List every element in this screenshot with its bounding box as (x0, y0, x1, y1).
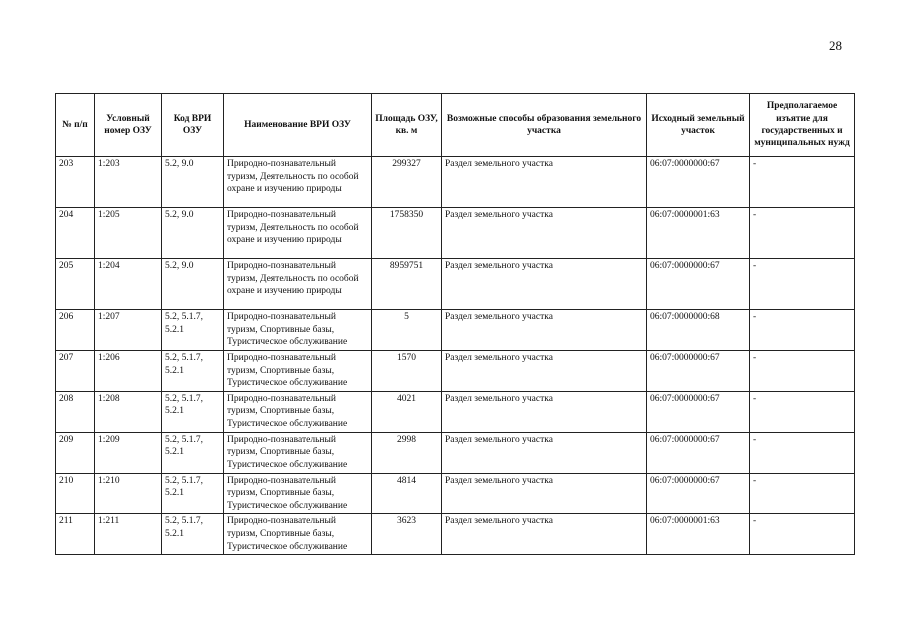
cell-conditional-number: 1:210 (95, 473, 162, 514)
cell-source-plot: 06:07:0000000:67 (647, 350, 750, 391)
header-number: № п/п (56, 94, 95, 157)
table-row (56, 208, 855, 259)
table-row (56, 473, 855, 514)
table-row (56, 391, 855, 432)
cell-area: 1758350 (372, 208, 442, 259)
cell-seizure: - (750, 514, 855, 555)
cell-seizure: - (750, 391, 855, 432)
cell-vri-code: 5.2, 5.1.7, 5.2.1 (162, 514, 224, 555)
cell-vri-name: Природно-познавательный туризм, Деятельность по особой охране и изучению природы (224, 157, 372, 208)
header-source-plot: Исходный земельный участок (647, 94, 750, 157)
header-formation-method: Возможные способы образования земельного участка (442, 94, 647, 157)
cell-source-plot: 06:07:0000001:63 (647, 208, 750, 259)
cell-vri-code: 5.2, 5.1.7, 5.2.1 (162, 391, 224, 432)
cell-formation-method: Раздел земельного участка (442, 350, 647, 391)
cell-seizure: - (750, 350, 855, 391)
cell-area: 2998 (372, 432, 442, 473)
table-row (56, 350, 855, 391)
cell-vri-code: 5.2, 5.1.7, 5.2.1 (162, 350, 224, 391)
cell-formation-method: Раздел земельного участка (442, 208, 647, 259)
cell-number: 208 (56, 391, 95, 432)
cell-source-plot: 06:07:0000000:67 (647, 259, 750, 310)
cell-area: 5 (372, 310, 442, 351)
cell-number: 207 (56, 350, 95, 391)
cell-area: 8959751 (372, 259, 442, 310)
cell-conditional-number: 1:211 (95, 514, 162, 555)
cell-formation-method: Раздел земельного участка (442, 432, 647, 473)
cell-area: 1570 (372, 350, 442, 391)
cell-formation-method: Раздел земельного участка (442, 391, 647, 432)
cell-conditional-number: 1:203 (95, 157, 162, 208)
cell-number: 211 (56, 514, 95, 555)
header-vri-code: Код ВРИ ОЗУ (162, 94, 224, 157)
table-row (56, 157, 855, 208)
cell-vri-code: 5.2, 9.0 (162, 208, 224, 259)
land-plots-table (55, 93, 855, 555)
cell-formation-method: Раздел земельного участка (442, 259, 647, 310)
cell-formation-method: Раздел земельного участка (442, 473, 647, 514)
cell-seizure: - (750, 310, 855, 351)
cell-number: 203 (56, 157, 95, 208)
cell-source-plot: 06:07:0000000:67 (647, 157, 750, 208)
cell-source-plot: 06:07:0000001:63 (647, 514, 750, 555)
cell-area: 299327 (372, 157, 442, 208)
table-row (56, 310, 855, 351)
header-seizure: Предполагаемое изъятие для государственных и муниципальных нужд (750, 94, 855, 157)
cell-source-plot: 06:07:0000000:67 (647, 391, 750, 432)
cell-conditional-number: 1:207 (95, 310, 162, 351)
cell-vri-code: 5.2, 5.1.7, 5.2.1 (162, 432, 224, 473)
cell-formation-method: Раздел земельного участка (442, 310, 647, 351)
cell-vri-name: Природно-познавательный туризм, Спортивные базы, Туристическое обслуживание (224, 514, 372, 555)
cell-vri-name: Природно-познавательный туризм, Спортивные базы, Туристическое обслуживание (224, 432, 372, 473)
header-vri-name: Наименование ВРИ ОЗУ (224, 94, 372, 157)
table-header-row (56, 94, 855, 157)
cell-conditional-number: 1:205 (95, 208, 162, 259)
cell-vri-code: 5.2, 5.1.7, 5.2.1 (162, 310, 224, 351)
header-conditional-number: Условный номер ОЗУ (95, 94, 162, 157)
cell-vri-code: 5.2, 9.0 (162, 157, 224, 208)
table-row (56, 432, 855, 473)
cell-area: 4021 (372, 391, 442, 432)
cell-seizure: - (750, 157, 855, 208)
cell-vri-code: 5.2, 9.0 (162, 259, 224, 310)
header-area: Площадь ОЗУ, кв. м (372, 94, 442, 157)
cell-seizure: - (750, 208, 855, 259)
cell-vri-name: Природно-познавательный туризм, Деятельность по особой охране и изучению природы (224, 259, 372, 310)
cell-number: 205 (56, 259, 95, 310)
cell-conditional-number: 1:204 (95, 259, 162, 310)
cell-conditional-number: 1:208 (95, 391, 162, 432)
table-row (56, 514, 855, 555)
cell-source-plot: 06:07:0000000:67 (647, 473, 750, 514)
cell-number: 204 (56, 208, 95, 259)
cell-formation-method: Раздел земельного участка (442, 514, 647, 555)
cell-vri-name: Природно-познавательный туризм, Спортивные базы, Туристическое обслуживание (224, 350, 372, 391)
cell-vri-name: Природно-познавательный туризм, Спортивные базы, Туристическое обслуживание (224, 310, 372, 351)
cell-formation-method: Раздел земельного участка (442, 157, 647, 208)
cell-seizure: - (750, 473, 855, 514)
cell-vri-name: Природно-познавательный туризм, Спортивные базы, Туристическое обслуживание (224, 473, 372, 514)
cell-seizure: - (750, 259, 855, 310)
cell-seizure: - (750, 432, 855, 473)
page-number: 28 (829, 38, 842, 53)
cell-conditional-number: 1:209 (95, 432, 162, 473)
cell-source-plot: 06:07:0000000:67 (647, 432, 750, 473)
cell-number: 210 (56, 473, 95, 514)
cell-area: 3623 (372, 514, 442, 555)
cell-vri-code: 5.2, 5.1.7, 5.2.1 (162, 473, 224, 514)
cell-source-plot: 06:07:0000000:68 (647, 310, 750, 351)
cell-number: 206 (56, 310, 95, 351)
cell-number: 209 (56, 432, 95, 473)
cell-vri-name: Природно-познавательный туризм, Деятельность по особой охране и изучению природы (224, 208, 372, 259)
cell-vri-name: Природно-познавательный туризм, Спортивные базы, Туристическое обслуживание (224, 391, 372, 432)
cell-conditional-number: 1:206 (95, 350, 162, 391)
cell-area: 4814 (372, 473, 442, 514)
table-row (56, 259, 855, 310)
